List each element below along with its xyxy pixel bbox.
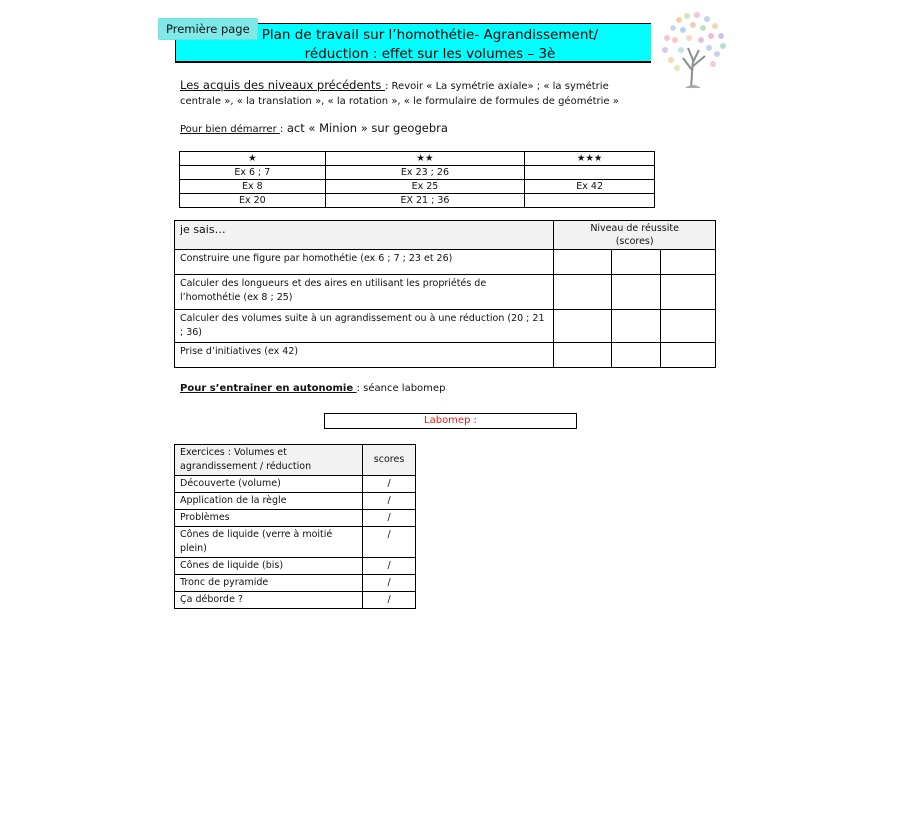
exercise-score[interactable]: / [363, 558, 416, 575]
exercises-table [174, 444, 416, 609]
exercise-name: Ça déborde ? [175, 592, 363, 609]
exercise-name: Application de la règle [175, 493, 363, 510]
table-row [175, 592, 416, 609]
title-line-1: Plan de travail sur l’homothétie- Agrandissement/ [261, 27, 599, 43]
score-cell[interactable] [612, 343, 661, 368]
score-cell[interactable] [612, 275, 661, 310]
acquis-paragraph [180, 78, 650, 109]
demarrer-colon: : [279, 124, 284, 135]
autonomie-label: Pour s’entrainer en autonomie [180, 383, 357, 394]
niveau-line-2: (scores) [615, 236, 654, 247]
table-row [175, 343, 716, 368]
title-line-2: réduction : effet sur les volumes – 3è [304, 46, 556, 62]
exercise-score[interactable]: / [363, 493, 416, 510]
score-cell[interactable] [661, 250, 716, 275]
page-title [205, 26, 655, 64]
table-row [180, 194, 655, 208]
niveau-line-1: Niveau de réussite [590, 223, 679, 234]
exercise-name: Cônes de liquide (verre à moitié plein) [175, 527, 363, 558]
exercise-name: Tronc de pyramide [175, 575, 363, 592]
autonomie-text: : séance labomep [356, 383, 446, 394]
autonomie-paragraph [180, 383, 445, 394]
levels-table [179, 151, 655, 208]
score-cell[interactable] [554, 343, 612, 368]
skills-table [174, 220, 716, 368]
skills-header-niveau [554, 221, 716, 250]
table-header-row [175, 221, 716, 250]
table-row [175, 310, 716, 343]
acquis-colon: : [384, 81, 389, 92]
table-row [175, 558, 416, 575]
score-cell[interactable] [612, 310, 661, 343]
exercise-score[interactable]: / [363, 476, 416, 493]
demarrer-paragraph [180, 121, 448, 135]
table-cell: Ex 25 [325, 180, 525, 194]
exercises-header-left: Exercices : Volumes et agrandissement / réduction [175, 445, 363, 476]
table-row [175, 476, 416, 493]
table-cell: Ex 8 [180, 180, 326, 194]
score-cell[interactable] [554, 310, 612, 343]
exercise-score[interactable]: / [363, 592, 416, 609]
page-badge[interactable]: Première page [159, 19, 257, 39]
table-cell: Ex 20 [180, 194, 326, 208]
exercises-header-scores: scores [363, 445, 416, 476]
skill-description: Prise d’initiatives (ex 42) [175, 343, 554, 368]
table-row [175, 510, 416, 527]
labomep-box: Labomep : [324, 413, 577, 429]
score-cell[interactable] [661, 343, 716, 368]
level-2-star-header: ★★ [325, 152, 525, 166]
table-header-row [175, 445, 416, 476]
table-row [175, 575, 416, 592]
score-cell[interactable] [661, 310, 716, 343]
table-row [175, 250, 716, 275]
table-header-row [180, 152, 655, 166]
level-3-star-header: ★★★ [525, 152, 655, 166]
table-cell [525, 166, 655, 180]
table-cell: Ex 42 [525, 180, 655, 194]
table-cell: Ex 23 ; 26 [325, 166, 525, 180]
score-cell[interactable] [612, 250, 661, 275]
acquis-text: Revoir « La symétrie axiale» ; « la symétrie centrale », « la translation », « la rotation », « le formulaire de formules de géométrie » [180, 81, 619, 107]
exercise-name: Cônes de liquide (bis) [175, 558, 363, 575]
skill-description: Construire une figure par homothétie (ex 6 ; 7 ; 23 et 26) [175, 250, 554, 275]
demarrer-label: Pour bien démarrer [180, 124, 280, 135]
table-row [175, 493, 416, 510]
skill-description: Calculer des volumes suite à un agrandissement ou à une réduction (20 ; 21 ; 36) [175, 310, 554, 343]
exercise-score[interactable]: / [363, 510, 416, 527]
exercise-name: Découverte (volume) [175, 476, 363, 493]
score-cell[interactable] [554, 250, 612, 275]
exercise-score[interactable]: / [363, 527, 416, 558]
tree-logo-icon [655, 10, 731, 90]
exercise-score[interactable]: / [363, 575, 416, 592]
skill-description: Calculer des longueurs et des aires en utilisant les propriétés de l’homothétie (ex 8 ; 25) [175, 275, 554, 310]
acquis-label: Les acquis des niveaux précédents [180, 78, 385, 92]
table-row [175, 275, 716, 310]
skills-header-left: je sais… [175, 221, 554, 250]
table-cell: Ex 6 ; 7 [180, 166, 326, 180]
table-cell [525, 194, 655, 208]
table-row [180, 180, 655, 194]
score-cell[interactable] [661, 275, 716, 310]
table-cell: EX 21 ; 36 [325, 194, 525, 208]
demarrer-text: act « Minion » sur geogebra [283, 121, 448, 135]
exercise-name: Problèmes [175, 510, 363, 527]
table-row [175, 527, 416, 558]
level-1-star-header: ★ [180, 152, 326, 166]
score-cell[interactable] [554, 275, 612, 310]
table-row [180, 166, 655, 180]
